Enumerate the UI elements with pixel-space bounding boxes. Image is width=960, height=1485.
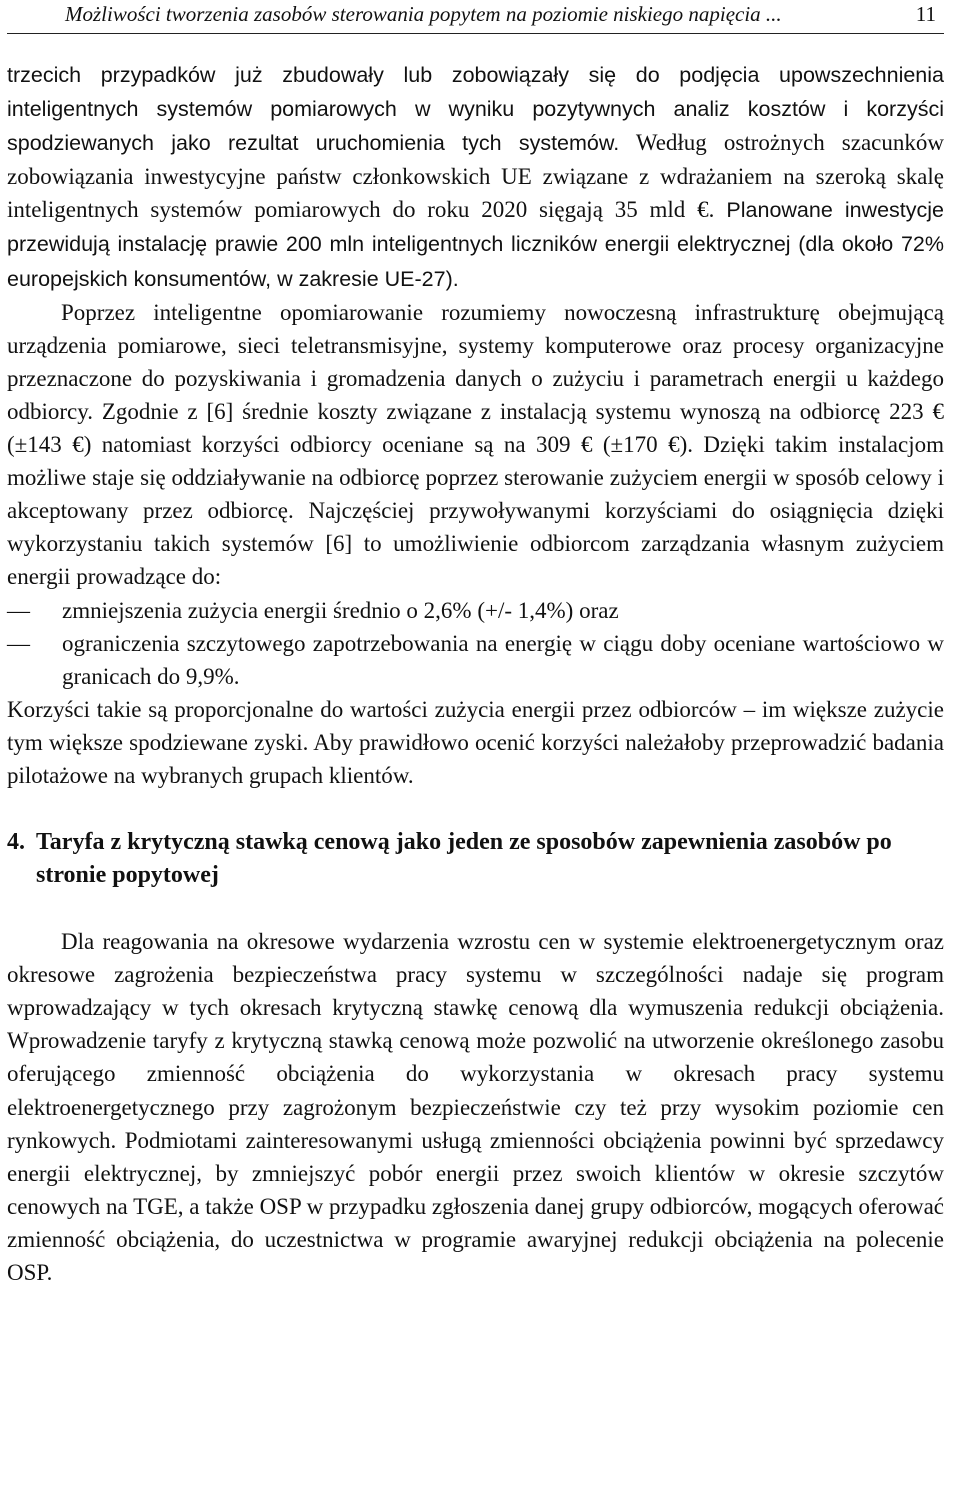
- running-header: [7, 0, 944, 34]
- dash-bullet: —: [7, 597, 30, 623]
- section-title: Taryfa z krytyczną stawką cenową jako jeden ze sposobów zapewnienia zasobów po stronie popytowej: [36, 829, 892, 889]
- page-number: 11: [915, 2, 936, 26]
- paragraph-smart-metering: Poprzez inteligentne opomiarowanie rozumiemy nowoczesną infrastrukturę obejmującą urządzenia pomiarowe, sieci teletransmisyjne, systemy komputerowe oraz procesy organizacyjne przeznaczone do pozyskiwania i gromadzenia danych o zużyciu i parametrach energii u każdego odbiorcy. Zgodnie z [6] średnie koszty związane z instalacją systemu wynoszą na odbiorcę 223 € (±143 €) natomiast korzyści odbiorcy oceniane są na 309 € (±170 €). Dzięki takim instalacjom możliwe staje się oddziaływanie na odbiorcę poprzez sterowanie zużyciem energii w sposób celowy i akceptowany przez odbiorcę. Najczęściej przywoływanymi korzyściami do osiągnięcia dzięki wykorzystaniu takich systemów [6] to umożliwienie odbiorcom zarządzania własnym zużyciem energii prowadzące do:: [7, 299, 944, 590]
- document-page: [7, 0, 944, 1289]
- list-item-text: ograniczenia szczytowego zapotrzebowania na energię w ciągu doby oceniane wartościowo w granicach do 9,9%.: [62, 630, 944, 689]
- paragraph-serif-segment: Według ostrożnych szacunków zobowiązania inwestycyjne państw członkowskich UE związane z wdrażaniem na szeroką skalę inteligentnych systemów pomiarowych do roku 2020 sięgają 35 mld €.: [7, 130, 944, 223]
- benefits-list: [7, 594, 944, 693]
- list-item: [7, 627, 944, 693]
- paragraph-sans-segment-1: trzecich przypadków już zbudowały lub zobowiązały się do podjęcia upowszechnienia inteligentnych systemów pomiarowych w wyniku pozytywnych analiz kosztów i korzyści spodziewanych jako rezultat uruchomienia tych systemów.: [7, 63, 944, 156]
- paragraph-continuation: [7, 58, 944, 296]
- section-body: [7, 925, 944, 1289]
- list-item: [7, 594, 944, 627]
- list-item-text: zmniejszenia zużycia energii średnio o 2,6% (+/- 1,4%) oraz: [62, 597, 619, 623]
- paragraph-sans-segment-2: Planowane inwestycje przewidują instalację prawie 200 mln inteligentnych liczników energii elektrycznej (dla około 72% europejskich konsumentów, w zakresie UE-27).: [7, 198, 945, 291]
- section-number: 4.: [7, 829, 25, 856]
- header-title: Możliwości tworzenia zasobów sterowania popytem na poziomie niskiego napięcia ...: [65, 2, 782, 26]
- paragraph-benefits: Korzyści takie są proporcjonalne do wartości zużycia energii przez odbiorców – im większe zużycie tym większe spodziewane zyski. Aby prawidłowo ocenić korzyści należałoby przeprowadzić badania pilotażowe na wybranych grupach klientów.: [7, 696, 944, 788]
- section-heading: [7, 826, 944, 892]
- body-text: [7, 58, 944, 792]
- dash-bullet: —: [7, 630, 30, 656]
- paragraph-critical-peak-tariff: Dla reagowania na okresowe wydarzenia wzrostu cen w systemie elektroenergetycznym oraz okresowe zagrożenia bezpieczeństwa pracy systemu w szczególności nadaje się program wprowadzający w tych okresach krytyczną stawkę cenową dla wymuszenia redukcji obciążenia. Wprowadzenie taryfy z krytyczną stawką cenową może pozwolić na utworzenie określonego zasobu oferującego zmienność obciążenia do wykorzystania w okresach pracy systemu elektroenergetycznego przy zagrożonym bezpieczeństwie czy też przy wysokim poziomie cen rynkowych. Podmiotami zainteresowanymi usługą zmienności obciążenia powinni być sprzedawcy energii elektrycznej, by zmniejszyć pobór energii przez swoich klientów w okresie szczytów cenowych na TGE, a także OSP w przypadku zgłoszenia danej grupy odbiorców, mogących oferować zmienność obciążenia, do uczestnictwa w programie awaryjnej redukcji obciążenia na polecenie OSP.: [7, 929, 944, 1285]
